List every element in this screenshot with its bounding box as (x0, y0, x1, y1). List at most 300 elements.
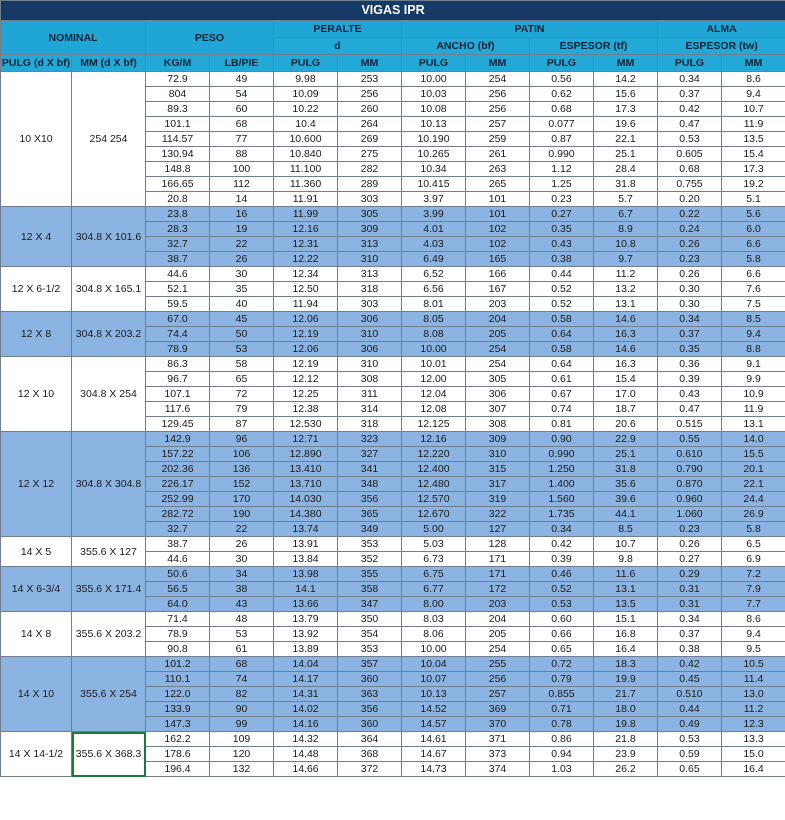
data-cell[interactable]: 0.44 (658, 702, 722, 717)
data-cell[interactable]: 3.97 (402, 192, 466, 207)
data-cell[interactable]: 4.01 (402, 222, 466, 237)
data-cell[interactable]: 20.6 (594, 417, 658, 432)
data-cell[interactable]: 0.56 (530, 72, 594, 87)
data-cell[interactable]: 0.58 (530, 312, 594, 327)
data-cell[interactable]: 78.9 (146, 342, 210, 357)
data-cell[interactable]: 356 (338, 702, 402, 717)
data-cell[interactable]: 311 (338, 387, 402, 402)
data-cell[interactable]: 110.1 (146, 672, 210, 687)
data-cell[interactable]: 101.1 (146, 117, 210, 132)
data-cell[interactable]: 16.4 (594, 642, 658, 657)
data-cell[interactable]: 0.27 (658, 552, 722, 567)
data-cell[interactable]: 9.8 (594, 552, 658, 567)
data-cell[interactable]: 0.20 (658, 192, 722, 207)
data-cell[interactable]: 205 (466, 627, 530, 642)
data-cell[interactable]: 12.530 (274, 417, 338, 432)
data-cell[interactable]: 9.1 (722, 357, 785, 372)
data-cell[interactable]: 318 (338, 282, 402, 297)
unit-header[interactable]: PULG (402, 55, 466, 72)
data-cell[interactable]: 147.3 (146, 717, 210, 732)
data-cell[interactable]: 96.7 (146, 372, 210, 387)
data-cell[interactable]: 12.125 (402, 417, 466, 432)
data-cell[interactable]: 0.36 (658, 357, 722, 372)
data-cell[interactable]: 78.9 (146, 627, 210, 642)
nominal-mm-cell[interactable]: 355.6 X 127 (72, 537, 146, 567)
data-cell[interactable]: 226.17 (146, 477, 210, 492)
data-cell[interactable]: 8.8 (722, 342, 785, 357)
data-cell[interactable]: 10.600 (274, 132, 338, 147)
data-cell[interactable]: 6.56 (402, 282, 466, 297)
data-cell[interactable]: 35.6 (594, 477, 658, 492)
data-cell[interactable]: 21.8 (594, 732, 658, 747)
data-cell[interactable]: 1.735 (530, 507, 594, 522)
data-cell[interactable]: 11.2 (594, 267, 658, 282)
data-cell[interactable]: 38 (210, 582, 274, 597)
data-cell[interactable]: 0.78 (530, 717, 594, 732)
data-cell[interactable]: 11.6 (594, 567, 658, 582)
data-cell[interactable]: 9.4 (722, 327, 785, 342)
data-cell[interactable]: 11.2 (722, 702, 785, 717)
data-cell[interactable]: 15.6 (594, 87, 658, 102)
data-cell[interactable]: 32.7 (146, 522, 210, 537)
data-cell[interactable]: 142.9 (146, 432, 210, 447)
nominal-pulg-cell[interactable]: 12 X 6-1/2 (1, 267, 72, 312)
data-cell[interactable]: 317 (466, 477, 530, 492)
data-cell[interactable]: 0.62 (530, 87, 594, 102)
data-cell[interactable]: 24.4 (722, 492, 785, 507)
data-cell[interactable]: 20.1 (722, 462, 785, 477)
data-cell[interactable]: 0.34 (658, 312, 722, 327)
data-cell[interactable]: 7.2 (722, 567, 785, 582)
data-cell[interactable]: 303 (338, 192, 402, 207)
data-cell[interactable]: 7.7 (722, 597, 785, 612)
data-cell[interactable]: 65 (210, 372, 274, 387)
data-cell[interactable]: 350 (338, 612, 402, 627)
data-cell[interactable]: 8.05 (402, 312, 466, 327)
data-cell[interactable]: 11.9 (722, 402, 785, 417)
data-cell[interactable]: 12.16 (402, 432, 466, 447)
data-cell[interactable]: 101 (466, 192, 530, 207)
data-cell[interactable]: 260 (338, 102, 402, 117)
data-cell[interactable]: 12.16 (274, 222, 338, 237)
data-cell[interactable]: 360 (338, 717, 402, 732)
data-cell[interactable]: 0.37 (658, 627, 722, 642)
data-cell[interactable]: 10.22 (274, 102, 338, 117)
data-cell[interactable]: 114.57 (146, 132, 210, 147)
data-cell[interactable]: 12.220 (402, 447, 466, 462)
data-cell[interactable]: 7.5 (722, 297, 785, 312)
data-cell[interactable]: 353 (338, 537, 402, 552)
data-cell[interactable]: 14.48 (274, 747, 338, 762)
data-cell[interactable]: 128 (466, 537, 530, 552)
data-cell[interactable]: 10.13 (402, 687, 466, 702)
data-cell[interactable]: 13.1 (594, 582, 658, 597)
data-cell[interactable]: 17.3 (594, 102, 658, 117)
nominal-pulg-cell[interactable]: 14 X 14-1/2 (1, 732, 72, 777)
data-cell[interactable]: 370 (466, 717, 530, 732)
data-cell[interactable]: 14.030 (274, 492, 338, 507)
data-cell[interactable]: 14.04 (274, 657, 338, 672)
data-cell[interactable]: 319 (466, 492, 530, 507)
data-cell[interactable]: 44.6 (146, 267, 210, 282)
data-cell[interactable]: 10.00 (402, 642, 466, 657)
data-cell[interactable]: 0.39 (530, 552, 594, 567)
data-cell[interactable]: 1.060 (658, 507, 722, 522)
data-cell[interactable]: 0.86 (530, 732, 594, 747)
data-cell[interactable]: 16.3 (594, 357, 658, 372)
data-cell[interactable]: 15.4 (594, 372, 658, 387)
data-cell[interactable]: 0.79 (530, 672, 594, 687)
data-cell[interactable]: 9.7 (594, 252, 658, 267)
data-cell[interactable]: 10.840 (274, 147, 338, 162)
data-cell[interactable]: 19.6 (594, 117, 658, 132)
data-cell[interactable]: 77 (210, 132, 274, 147)
data-cell[interactable]: 0.74 (530, 402, 594, 417)
data-cell[interactable]: 6.77 (402, 582, 466, 597)
data-cell[interactable]: 64.0 (146, 597, 210, 612)
data-cell[interactable]: 30 (210, 267, 274, 282)
data-cell[interactable]: 12.22 (274, 252, 338, 267)
data-cell[interactable]: 43 (210, 597, 274, 612)
header-nominal[interactable]: NOMINAL (1, 21, 146, 55)
data-cell[interactable]: 14.31 (274, 687, 338, 702)
data-cell[interactable]: 40 (210, 297, 274, 312)
data-cell[interactable]: 0.43 (658, 387, 722, 402)
data-cell[interactable]: 203 (466, 597, 530, 612)
data-cell[interactable]: 13.79 (274, 612, 338, 627)
data-cell[interactable]: 13.1 (594, 297, 658, 312)
nominal-pulg-cell[interactable]: 14 X 6-3/4 (1, 567, 72, 612)
data-cell[interactable]: 310 (466, 447, 530, 462)
data-cell[interactable]: 253 (338, 72, 402, 87)
data-cell[interactable]: 59.5 (146, 297, 210, 312)
data-cell[interactable]: 8.5 (594, 522, 658, 537)
data-cell[interactable]: 166 (466, 267, 530, 282)
data-cell[interactable]: 307 (466, 402, 530, 417)
data-cell[interactable]: 26 (210, 537, 274, 552)
nominal-pulg-cell[interactable]: 14 X 8 (1, 612, 72, 657)
data-cell[interactable]: 25.1 (594, 147, 658, 162)
data-cell[interactable]: 0.34 (658, 72, 722, 87)
data-cell[interactable]: 0.30 (658, 297, 722, 312)
data-cell[interactable]: 14.17 (274, 672, 338, 687)
data-cell[interactable]: 0.61 (530, 372, 594, 387)
data-cell[interactable]: 14.61 (402, 732, 466, 747)
data-cell[interactable]: 22 (210, 237, 274, 252)
data-cell[interactable]: 6.7 (594, 207, 658, 222)
data-cell[interactable]: 9.4 (722, 87, 785, 102)
data-cell[interactable]: 10.190 (402, 132, 466, 147)
data-cell[interactable]: 257 (466, 687, 530, 702)
data-cell[interactable]: 20.8 (146, 192, 210, 207)
data-cell[interactable]: 39.6 (594, 492, 658, 507)
data-cell[interactable]: 6.73 (402, 552, 466, 567)
data-cell[interactable]: 0.42 (658, 657, 722, 672)
data-cell[interactable]: 14.6 (594, 312, 658, 327)
data-cell[interactable]: 171 (466, 552, 530, 567)
header-espesor-tw[interactable]: ESPESOR (tw) (658, 38, 785, 55)
data-cell[interactable]: 11.91 (274, 192, 338, 207)
data-cell[interactable]: 13.5 (594, 597, 658, 612)
data-cell[interactable]: 74 (210, 672, 274, 687)
data-cell[interactable]: 357 (338, 657, 402, 672)
data-cell[interactable]: 252.99 (146, 492, 210, 507)
data-cell[interactable]: 14.66 (274, 762, 338, 777)
data-cell[interactable]: 53 (210, 627, 274, 642)
data-cell[interactable]: 0.44 (530, 267, 594, 282)
data-cell[interactable]: 14.0 (722, 432, 785, 447)
data-cell[interactable]: 10.13 (402, 117, 466, 132)
data-cell[interactable]: 5.8 (722, 522, 785, 537)
data-cell[interactable]: 32.7 (146, 237, 210, 252)
data-cell[interactable]: 10.265 (402, 147, 466, 162)
data-cell[interactable]: 0.605 (658, 147, 722, 162)
data-cell[interactable]: 310 (338, 327, 402, 342)
data-cell[interactable]: 0.45 (658, 672, 722, 687)
data-cell[interactable]: 48 (210, 612, 274, 627)
data-cell[interactable]: 19.2 (722, 177, 785, 192)
data-cell[interactable]: 0.52 (530, 297, 594, 312)
data-cell[interactable]: 14.32 (274, 732, 338, 747)
data-cell[interactable]: 10.07 (402, 672, 466, 687)
data-cell[interactable]: 0.37 (658, 87, 722, 102)
data-cell[interactable]: 310 (338, 252, 402, 267)
nominal-mm-cell[interactable]: 355.6 X 171.4 (72, 567, 146, 612)
unit-header[interactable]: MM (594, 55, 658, 72)
data-cell[interactable]: 148.8 (146, 162, 210, 177)
data-cell[interactable]: 35 (210, 282, 274, 297)
data-cell[interactable]: 13.92 (274, 627, 338, 642)
data-cell[interactable]: 87 (210, 417, 274, 432)
data-cell[interactable]: 1.250 (530, 462, 594, 477)
data-cell[interactable]: 67.0 (146, 312, 210, 327)
data-cell[interactable]: 349 (338, 522, 402, 537)
data-cell[interactable]: 14.73 (402, 762, 466, 777)
data-cell[interactable]: 0.26 (658, 537, 722, 552)
data-cell[interactable]: 74.4 (146, 327, 210, 342)
data-cell[interactable]: 38.7 (146, 252, 210, 267)
data-cell[interactable]: 12.04 (402, 387, 466, 402)
data-cell[interactable]: 13.3 (722, 732, 785, 747)
data-cell[interactable]: 14.380 (274, 507, 338, 522)
data-cell[interactable]: 341 (338, 462, 402, 477)
data-cell[interactable]: 0.24 (658, 222, 722, 237)
data-cell[interactable]: 12.00 (402, 372, 466, 387)
data-cell[interactable]: 0.31 (658, 597, 722, 612)
data-cell[interactable]: 203 (466, 297, 530, 312)
data-cell[interactable]: 21.7 (594, 687, 658, 702)
data-cell[interactable]: 14.1 (274, 582, 338, 597)
data-cell[interactable]: 12.71 (274, 432, 338, 447)
data-cell[interactable]: 23.9 (594, 747, 658, 762)
data-cell[interactable]: 0.64 (530, 357, 594, 372)
data-cell[interactable]: 0.37 (658, 327, 722, 342)
data-cell[interactable]: 14.16 (274, 717, 338, 732)
data-cell[interactable]: 0.510 (658, 687, 722, 702)
data-cell[interactable]: 16.8 (594, 627, 658, 642)
data-cell[interactable]: 86.3 (146, 357, 210, 372)
data-cell[interactable]: 11.4 (722, 672, 785, 687)
data-cell[interactable]: 19 (210, 222, 274, 237)
data-cell[interactable]: 254 (466, 342, 530, 357)
data-cell[interactable]: 1.03 (530, 762, 594, 777)
data-cell[interactable]: 348 (338, 477, 402, 492)
data-cell[interactable]: 58 (210, 357, 274, 372)
data-cell[interactable]: 25.1 (594, 447, 658, 462)
data-cell[interactable]: 6.0 (722, 222, 785, 237)
data-cell[interactable]: 353 (338, 642, 402, 657)
table-title[interactable]: VIGAS IPR (1, 1, 785, 21)
data-cell[interactable]: 10.4 (274, 117, 338, 132)
data-cell[interactable]: 11.9 (722, 117, 785, 132)
data-cell[interactable]: 365 (338, 507, 402, 522)
unit-header[interactable]: MM (722, 55, 785, 72)
data-cell[interactable]: 90.8 (146, 642, 210, 657)
data-cell[interactable]: 313 (338, 237, 402, 252)
data-cell[interactable]: 314 (338, 402, 402, 417)
data-cell[interactable]: 0.42 (530, 537, 594, 552)
data-cell[interactable]: 305 (338, 207, 402, 222)
data-cell[interactable]: 0.67 (530, 387, 594, 402)
data-cell[interactable]: 309 (466, 432, 530, 447)
data-cell[interactable]: 347 (338, 597, 402, 612)
data-cell[interactable]: 89.3 (146, 102, 210, 117)
data-cell[interactable]: 0.27 (530, 207, 594, 222)
data-cell[interactable]: 804 (146, 87, 210, 102)
nominal-pulg-cell[interactable]: 14 X 10 (1, 657, 72, 732)
data-cell[interactable]: 28.3 (146, 222, 210, 237)
data-cell[interactable]: 369 (466, 702, 530, 717)
data-cell[interactable]: 10.04 (402, 657, 466, 672)
data-cell[interactable]: 0.610 (658, 447, 722, 462)
unit-header[interactable]: PULG (d X bf) (1, 55, 72, 72)
data-cell[interactable]: 16.4 (722, 762, 785, 777)
data-cell[interactable]: 254 (466, 72, 530, 87)
data-cell[interactable]: 79 (210, 402, 274, 417)
data-cell[interactable]: 38.7 (146, 537, 210, 552)
data-cell[interactable]: 0.53 (530, 597, 594, 612)
data-cell[interactable]: 10.03 (402, 87, 466, 102)
data-cell[interactable]: 8.6 (722, 72, 785, 87)
data-cell[interactable]: 9.5 (722, 642, 785, 657)
data-cell[interactable]: 358 (338, 582, 402, 597)
data-cell[interactable]: 0.65 (658, 762, 722, 777)
data-cell[interactable]: 0.94 (530, 747, 594, 762)
data-cell[interactable]: 0.52 (530, 282, 594, 297)
data-cell[interactable]: 0.68 (658, 162, 722, 177)
data-cell[interactable]: 13.410 (274, 462, 338, 477)
nominal-mm-cell[interactable]: 304.8 X 165.1 (72, 267, 146, 312)
data-cell[interactable]: 264 (338, 117, 402, 132)
data-cell[interactable]: 12.38 (274, 402, 338, 417)
data-cell[interactable]: 0.855 (530, 687, 594, 702)
data-cell[interactable]: 6.5 (722, 537, 785, 552)
data-cell[interactable]: 13.5 (722, 132, 785, 147)
data-cell[interactable]: 0.47 (658, 402, 722, 417)
data-cell[interactable]: 261 (466, 147, 530, 162)
data-cell[interactable]: 136 (210, 462, 274, 477)
data-cell[interactable]: 8.00 (402, 597, 466, 612)
nominal-mm-cell[interactable]: 355.6 X 368.3 (72, 732, 146, 777)
data-cell[interactable]: 6.9 (722, 552, 785, 567)
data-cell[interactable]: 354 (338, 627, 402, 642)
data-cell[interactable]: 100 (210, 162, 274, 177)
data-cell[interactable]: 171 (466, 567, 530, 582)
data-cell[interactable]: 10.7 (722, 102, 785, 117)
data-cell[interactable]: 170 (210, 492, 274, 507)
data-cell[interactable]: 120 (210, 747, 274, 762)
data-cell[interactable]: 5.03 (402, 537, 466, 552)
data-cell[interactable]: 101 (466, 207, 530, 222)
data-cell[interactable]: 257 (466, 117, 530, 132)
data-cell[interactable]: 1.560 (530, 492, 594, 507)
data-cell[interactable]: 14.6 (594, 342, 658, 357)
data-cell[interactable]: 13.98 (274, 567, 338, 582)
data-cell[interactable]: 10.00 (402, 342, 466, 357)
data-cell[interactable]: 12.670 (402, 507, 466, 522)
nominal-mm-cell[interactable]: 304.8 X 254 (72, 357, 146, 432)
data-cell[interactable]: 10.415 (402, 177, 466, 192)
data-cell[interactable]: 0.42 (658, 102, 722, 117)
data-cell[interactable]: 172 (466, 582, 530, 597)
data-cell[interactable]: 0.53 (658, 132, 722, 147)
data-cell[interactable]: 0.515 (658, 417, 722, 432)
data-cell[interactable]: 101.2 (146, 657, 210, 672)
nominal-mm-cell[interactable]: 355.6 X 254 (72, 657, 146, 732)
data-cell[interactable]: 12.12 (274, 372, 338, 387)
data-cell[interactable]: 13.710 (274, 477, 338, 492)
data-cell[interactable]: 204 (466, 612, 530, 627)
data-cell[interactable]: 0.990 (530, 147, 594, 162)
data-cell[interactable]: 22.9 (594, 432, 658, 447)
data-cell[interactable]: 8.9 (594, 222, 658, 237)
data-cell[interactable]: 0.26 (658, 267, 722, 282)
data-cell[interactable]: 12.50 (274, 282, 338, 297)
data-cell[interactable]: 0.23 (658, 252, 722, 267)
data-cell[interactable]: 9.98 (274, 72, 338, 87)
data-cell[interactable]: 0.990 (530, 447, 594, 462)
data-cell[interactable]: 157.22 (146, 447, 210, 462)
data-cell[interactable]: 16.3 (594, 327, 658, 342)
nominal-mm-cell[interactable]: 304.8 X 304.8 (72, 432, 146, 537)
data-cell[interactable]: 1.12 (530, 162, 594, 177)
nominal-pulg-cell[interactable]: 12 X 12 (1, 432, 72, 537)
data-cell[interactable]: 13.1 (722, 417, 785, 432)
data-cell[interactable]: 50.6 (146, 567, 210, 582)
data-cell[interactable]: 374 (466, 762, 530, 777)
data-cell[interactable]: 0.55 (658, 432, 722, 447)
data-cell[interactable]: 256 (466, 672, 530, 687)
data-cell[interactable]: 10.09 (274, 87, 338, 102)
data-cell[interactable]: 72.9 (146, 72, 210, 87)
data-cell[interactable]: 152 (210, 477, 274, 492)
data-cell[interactable]: 0.38 (658, 642, 722, 657)
data-cell[interactable]: 18.3 (594, 657, 658, 672)
data-cell[interactable]: 44.1 (594, 507, 658, 522)
data-cell[interactable]: 14.52 (402, 702, 466, 717)
data-cell[interactable]: 0.38 (530, 252, 594, 267)
data-cell[interactable]: 61 (210, 642, 274, 657)
data-cell[interactable]: 0.35 (658, 342, 722, 357)
data-cell[interactable]: 0.52 (530, 582, 594, 597)
data-cell[interactable]: 6.6 (722, 267, 785, 282)
data-cell[interactable]: 10.7 (594, 537, 658, 552)
data-cell[interactable]: 263 (466, 162, 530, 177)
data-cell[interactable]: 0.81 (530, 417, 594, 432)
data-cell[interactable]: 14.67 (402, 747, 466, 762)
data-cell[interactable]: 372 (338, 762, 402, 777)
data-cell[interactable]: 52.1 (146, 282, 210, 297)
